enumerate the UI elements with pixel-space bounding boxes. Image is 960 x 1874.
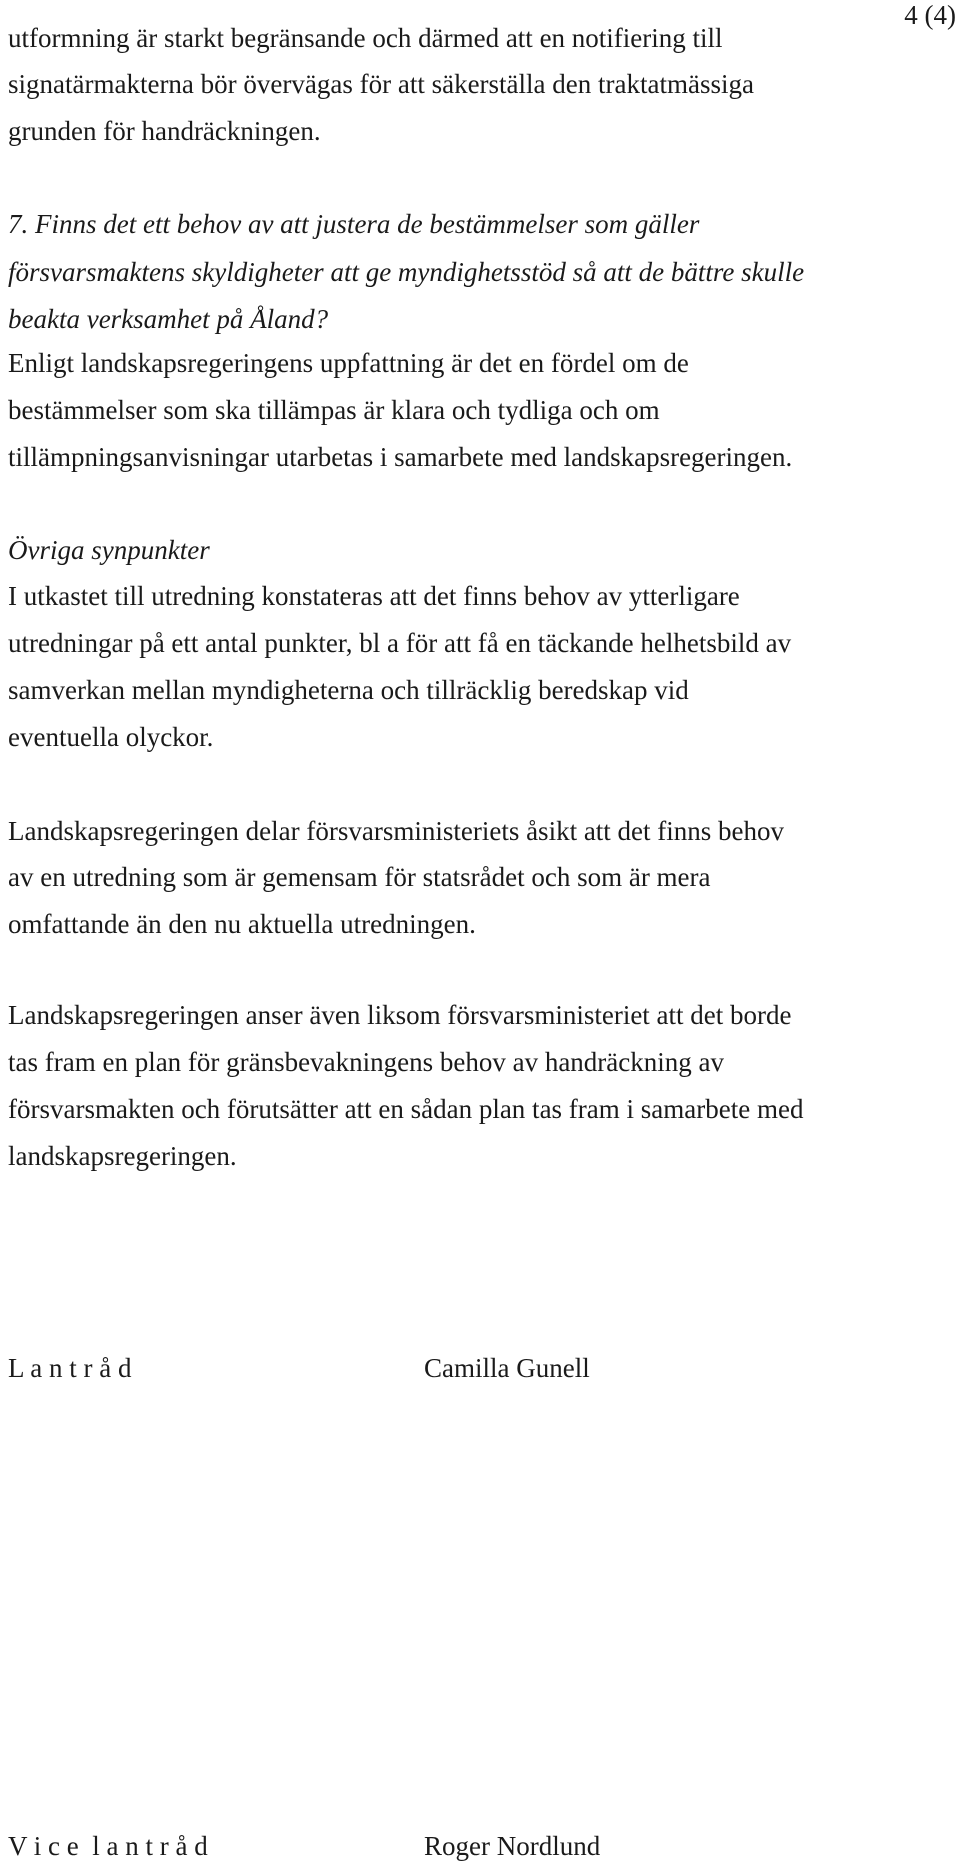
question-7-line: försvarsmaktens skyldigheter att ge myndighetsstöd så att de bättre skulle xyxy=(8,257,805,287)
section-heading: Övriga synpunkter xyxy=(8,535,210,565)
answer-7-line: tillämpningsanvisningar utarbetas i samarbete med landskapsregeringen. xyxy=(8,442,793,472)
other-para-1-line: utredningar på ett antal punkter, bl a för att få en täckande helhetsbild av xyxy=(8,628,792,658)
intro-line: signatärmakterna bör övervägas för att säkerställa den traktatmässiga xyxy=(8,69,754,99)
signature-role-vice-lantrad: V i c e l a n t r å d xyxy=(8,1831,208,1861)
other-para-1-line: I utkastet till utredning konstateras att det finns behov av ytterligare xyxy=(8,581,740,611)
page-number: 4 (4) xyxy=(904,0,956,30)
other-para-1-line: eventuella olyckor. xyxy=(8,722,214,752)
other-para-1-line: samverkan mellan myndigheterna och tillräcklig beredskap vid xyxy=(8,675,689,705)
signature-name-vice-lantrad: Roger Nordlund xyxy=(424,1831,601,1861)
signature-role-lantrad: L a n t r å d xyxy=(8,1353,132,1383)
other-para-3-line: Landskapsregeringen anser även liksom försvarsministeriet att det borde xyxy=(8,1000,792,1030)
intro-line: utformning är starkt begränsande och därmed att en notifiering till xyxy=(8,23,723,53)
question-7-line: 7. Finns det ett behov av att justera de bestämmelser som gäller xyxy=(8,209,700,239)
other-para-2-line: omfattande än den nu aktuella utredningen. xyxy=(8,909,476,939)
answer-7-line: bestämmelser som ska tillämpas är klara och tydliga och om xyxy=(8,395,660,425)
other-para-3-line: tas fram en plan för gränsbevakningens behov av handräckning av xyxy=(8,1047,725,1077)
signature-name-lantrad: Camilla Gunell xyxy=(424,1353,590,1383)
other-para-2-line: Landskapsregeringen delar försvarsministeriets åsikt att det finns behov xyxy=(8,816,785,846)
other-para-2-line: av en utredning som är gemensam för statsrådet och som är mera xyxy=(8,862,711,892)
other-para-3-line: landskapsregeringen. xyxy=(8,1141,237,1171)
question-7-line: beakta verksamhet på Åland? xyxy=(8,304,329,334)
other-para-3-line: försvarsmakten och förutsätter att en sådan plan tas fram i samarbete med xyxy=(8,1094,804,1124)
answer-7-line: Enligt landskapsregeringens uppfattning är det en fördel om de xyxy=(8,348,689,378)
intro-line: grunden för handräckningen. xyxy=(8,116,321,146)
